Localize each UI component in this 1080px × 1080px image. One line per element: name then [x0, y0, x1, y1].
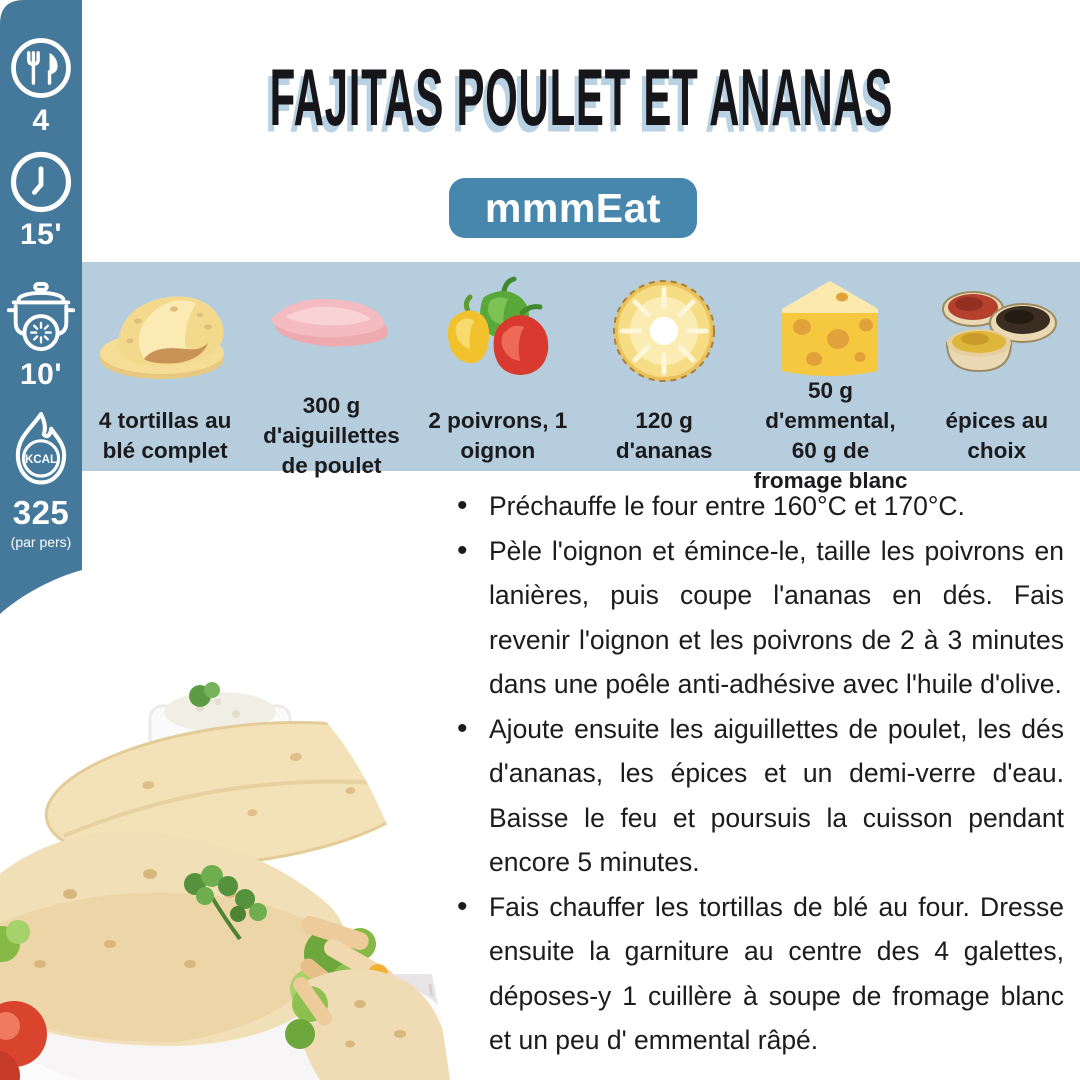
peppers-icon: [438, 273, 558, 389]
preparation-steps: [452, 484, 1064, 1063]
ingredient-tortillas: [82, 272, 248, 482]
tortillas-icon: [90, 275, 240, 387]
ingredient-pineapple: [581, 272, 747, 482]
ingredient-label: épices au choix: [945, 408, 1049, 463]
prep-time-value: 15': [19, 218, 62, 251]
ingredient-cheese: [747, 272, 913, 493]
calories-note: (par pers): [10, 534, 72, 550]
flame-icon: [4, 408, 78, 494]
step-item: • Ajoute ensuite les aiguillettes de poulet, les dés d'ananas, les épices et un demi-verre d'eau. Baisse le feu et poursuis la cuisson pendant encore 5 minutes.: [452, 707, 1064, 885]
step-item: • Fais chauffer les tortillas de blé au four. Dresse ensuite la garniture au centre des 4 galettes, déposes-y 1 cuillère à soupe de fromage blanc et un peu d' emmental râpé.: [452, 885, 1064, 1063]
recipe-title: FAJITAS POULET ET ANANAS: [269, 52, 893, 142]
calories-info: [0, 408, 82, 550]
kcal-label: KCAL: [24, 454, 58, 467]
brand-name: mmmEat: [484, 184, 662, 231]
ingredient-label: 120 g d'ananas: [615, 408, 713, 463]
cutlery-plate-icon: [5, 32, 77, 104]
calories-value: 325: [12, 494, 70, 531]
ingredient-label: 2 poivrons, 1 oignon: [428, 408, 568, 463]
ingredient-label: 50 g d'emmental, 60 g de fromage blanc: [753, 378, 908, 493]
servings-info: [0, 32, 82, 138]
ingredient-chicken: [248, 272, 414, 482]
servings-value: 4: [32, 104, 50, 137]
pineapple-ring-icon: [606, 273, 722, 389]
brand-badge: [449, 178, 697, 238]
spice-bowls-icon: [935, 275, 1059, 387]
ingredients-band: [82, 262, 1080, 493]
cheese-icon: [766, 275, 894, 387]
prep-time-info: [0, 146, 82, 252]
step-item: • Pèle l'oignon et émince-le, taille les poivrons en lanières, puis coupe l'ananas en dés. Fais revenir l'oignon et les poivrons de 2 à 3 minutes dans une poêle anti-adhésive avec l'huile d'olive.: [452, 529, 1064, 707]
chicken-aiguillettes-icon: [261, 275, 401, 387]
food-photo: [0, 644, 450, 1080]
ingredient-label: 300 g d'aiguillettes de poulet: [263, 393, 400, 478]
clock-icon: [5, 146, 77, 218]
step-item: • Préchauffe le four entre 160°C et 170°C.: [452, 484, 1064, 529]
pot-timer-icon: [4, 278, 78, 358]
ingredient-spices: [914, 272, 1080, 482]
cook-time-value: 10': [19, 358, 62, 391]
header: [82, 38, 1080, 156]
cook-time-info: [0, 278, 82, 392]
ingredient-label: 4 tortillas au blé complet: [98, 408, 232, 463]
ingredient-peppers: [415, 272, 581, 482]
